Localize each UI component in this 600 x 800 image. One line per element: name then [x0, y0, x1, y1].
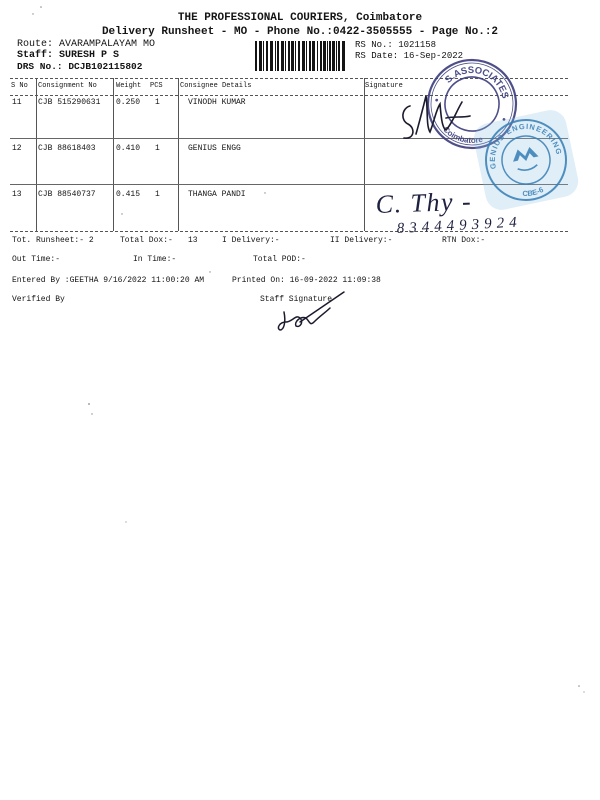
stamp-outer-ring — [479, 113, 574, 208]
table-top-rule — [10, 78, 568, 79]
barcode-bar — [302, 41, 305, 71]
rs-no-value: 1021158 — [398, 40, 437, 50]
scan-speck — [121, 213, 122, 214]
cell-consignment: CJB 88540737 — [38, 190, 96, 199]
entered-by-label: Entered By : — [12, 276, 70, 285]
stamp-inner-ring — [498, 132, 555, 189]
cell-consignment: CJB 515290631 — [38, 98, 101, 107]
rs-no-label: RS No.: — [355, 40, 393, 50]
i-delivery-label: I Delivery:- — [222, 236, 280, 245]
staff-signature-label: Staff Signature — [260, 295, 333, 304]
barcode-bar — [338, 41, 340, 71]
barcode-bar — [309, 41, 311, 71]
total-dox-value: 13 — [188, 236, 198, 245]
barcode-bar — [255, 41, 257, 71]
scan-speck — [40, 6, 42, 8]
barcode-bar — [320, 41, 322, 71]
col-header-consignee: Consignee Details — [180, 82, 252, 90]
cell-pcs: 1 — [155, 98, 160, 107]
scan-speck — [91, 413, 92, 414]
row-rule — [10, 138, 568, 139]
scan-speck — [264, 192, 265, 193]
cell-weight: 0.250 — [116, 98, 141, 107]
entered-at: 9/16/2022 11:00:20 AM — [103, 276, 205, 285]
runsheet-title: Delivery Runsheet - MO - Phone No.:0422-3505555 - Page No.:2 — [101, 26, 499, 38]
col-header-signature: Signature — [365, 82, 403, 90]
handwritten-name: C. Thy - — [375, 186, 473, 219]
stamp-s-associates — [418, 50, 527, 159]
barcode-bar — [312, 41, 315, 71]
stamp-genius-engineering — [471, 107, 581, 213]
ii-delivery-label: II Delivery:- — [330, 236, 393, 245]
staff-value: SURESH P S — [59, 50, 120, 61]
tot-runsheet — [12, 237, 94, 245]
cell-weight: 0.410 — [116, 144, 141, 153]
barcode-bar — [291, 41, 294, 71]
route-value: AVARAMPALAYAM MO — [59, 39, 156, 50]
cell-sno: 12 — [12, 144, 22, 153]
stamp-tint — [471, 107, 581, 213]
total-dox-label: Total Dox:- — [120, 236, 173, 245]
stamp-inner-ring — [439, 71, 506, 138]
stamp-bottom-text — [520, 185, 545, 200]
in-time-label: In Time:- — [133, 255, 177, 264]
barcode-bar — [281, 41, 284, 71]
column-divider — [364, 78, 365, 231]
barcode — [255, 41, 346, 71]
rs-date-line — [355, 52, 463, 61]
scan-speck — [209, 271, 210, 272]
handwritten-phone: 8344493924 — [396, 214, 523, 237]
barcode-bar — [277, 41, 279, 71]
scan-speck — [578, 685, 580, 687]
cell-consignee: GENIUS ENGG — [188, 144, 241, 153]
barcode-bar — [270, 41, 273, 71]
barcode-bar — [317, 41, 318, 71]
scan-speck — [88, 403, 90, 405]
tot-runsheet-value: 2 — [88, 236, 94, 245]
total-pod-label: Total POD:- — [253, 255, 306, 264]
row-rule — [10, 184, 568, 185]
rs-date-value: 16-Sep-2022 — [403, 51, 464, 61]
rtn-dox-label: RTN Dox:- — [442, 236, 486, 245]
stamp-dot — [502, 118, 505, 121]
barcode-bar — [263, 41, 264, 71]
tot-runsheet-label: Tot. Runsheet:- — [12, 236, 85, 245]
rs-no-line — [355, 41, 436, 50]
barcode-bar — [259, 41, 262, 71]
signature-stroke — [403, 96, 470, 138]
barcode-bar — [266, 41, 268, 71]
barcode-bar — [298, 41, 300, 71]
barcode-bar — [288, 41, 290, 71]
barcode-bar — [329, 41, 331, 71]
printed-on-value: 16-09-2022 11:09:38 — [289, 276, 381, 285]
stamp-top-text — [481, 115, 564, 170]
barcode-bar — [285, 41, 286, 71]
stamp-top-text-path: GENIUS ENGINEERING — [487, 121, 564, 170]
logo-emblem-icon — [511, 146, 539, 164]
cell-pcs: 1 — [155, 190, 160, 199]
printed-on-label: Printed On: — [232, 276, 285, 285]
stamp-lettering — [481, 115, 571, 206]
printed-on — [232, 277, 381, 285]
handwritten-note — [375, 187, 522, 237]
scan-noise — [32, 6, 584, 692]
barcode-bar — [306, 41, 307, 71]
scan-speck — [125, 521, 126, 522]
drs-line — [17, 62, 142, 72]
cell-consignee: THANGA PANDI — [188, 190, 246, 199]
route-line — [17, 40, 155, 50]
route-label: Route: — [17, 39, 54, 50]
company-name: THE PROFESSIONAL COURIERS, Coimbatore — [177, 12, 423, 24]
barcode-bar — [275, 41, 276, 71]
table-bottom-rule — [10, 231, 568, 232]
staff-line — [17, 51, 119, 61]
stamp-bottom-text-path: Coimbatore — [441, 124, 484, 146]
stamp-dot — [435, 98, 438, 101]
col-header-consignment: Consignment No — [38, 82, 97, 90]
barcode-bar — [342, 41, 345, 71]
drs-label: DRS No.: — [17, 61, 63, 72]
cell-consignee: VINODH KUMAR — [188, 98, 246, 107]
stamp-rings — [418, 50, 527, 159]
barcode-bar — [336, 41, 337, 71]
column-divider — [113, 78, 114, 231]
col-header-pcs: PCS — [150, 82, 163, 90]
barcode-bar — [295, 41, 296, 71]
barcode-bar — [332, 41, 335, 71]
column-divider — [178, 78, 179, 231]
barcode-bar — [323, 41, 326, 71]
stamp-bottom-text — [439, 123, 486, 149]
consignee-signature — [403, 96, 470, 138]
column-divider — [36, 78, 37, 231]
entered-by-name: GEETHA — [69, 276, 99, 285]
col-header-sno: S No — [11, 82, 28, 90]
cell-sno: 11 — [12, 98, 22, 107]
cell-sno: 13 — [12, 190, 22, 199]
cell-consignment: CJB 88618403 — [38, 144, 96, 153]
verified-by-label: Verified By — [12, 295, 65, 304]
table-header-rule — [10, 95, 568, 96]
rs-date-label: RS Date: — [355, 51, 399, 61]
entered-by — [12, 277, 204, 285]
cell-weight: 0.415 — [116, 190, 141, 199]
col-header-weight: Weight — [116, 82, 142, 90]
stamp-bottom-text-path: CBE-6 — [522, 185, 545, 199]
staff-label: Staff: — [17, 50, 54, 61]
stamp-outer-ring — [421, 53, 522, 154]
logo-swoosh — [518, 165, 538, 172]
out-time-label: Out Time:- — [12, 255, 61, 264]
stamp-rings — [479, 113, 574, 208]
stamp-top-text-path: S.ASSOCIATES — [443, 64, 511, 100]
stamp-outer-ring — [418, 50, 527, 159]
scan-speck — [583, 691, 584, 692]
cell-pcs: 1 — [155, 144, 160, 153]
drs-value: DCJB102115802 — [68, 61, 143, 72]
barcode-bar — [327, 41, 328, 71]
